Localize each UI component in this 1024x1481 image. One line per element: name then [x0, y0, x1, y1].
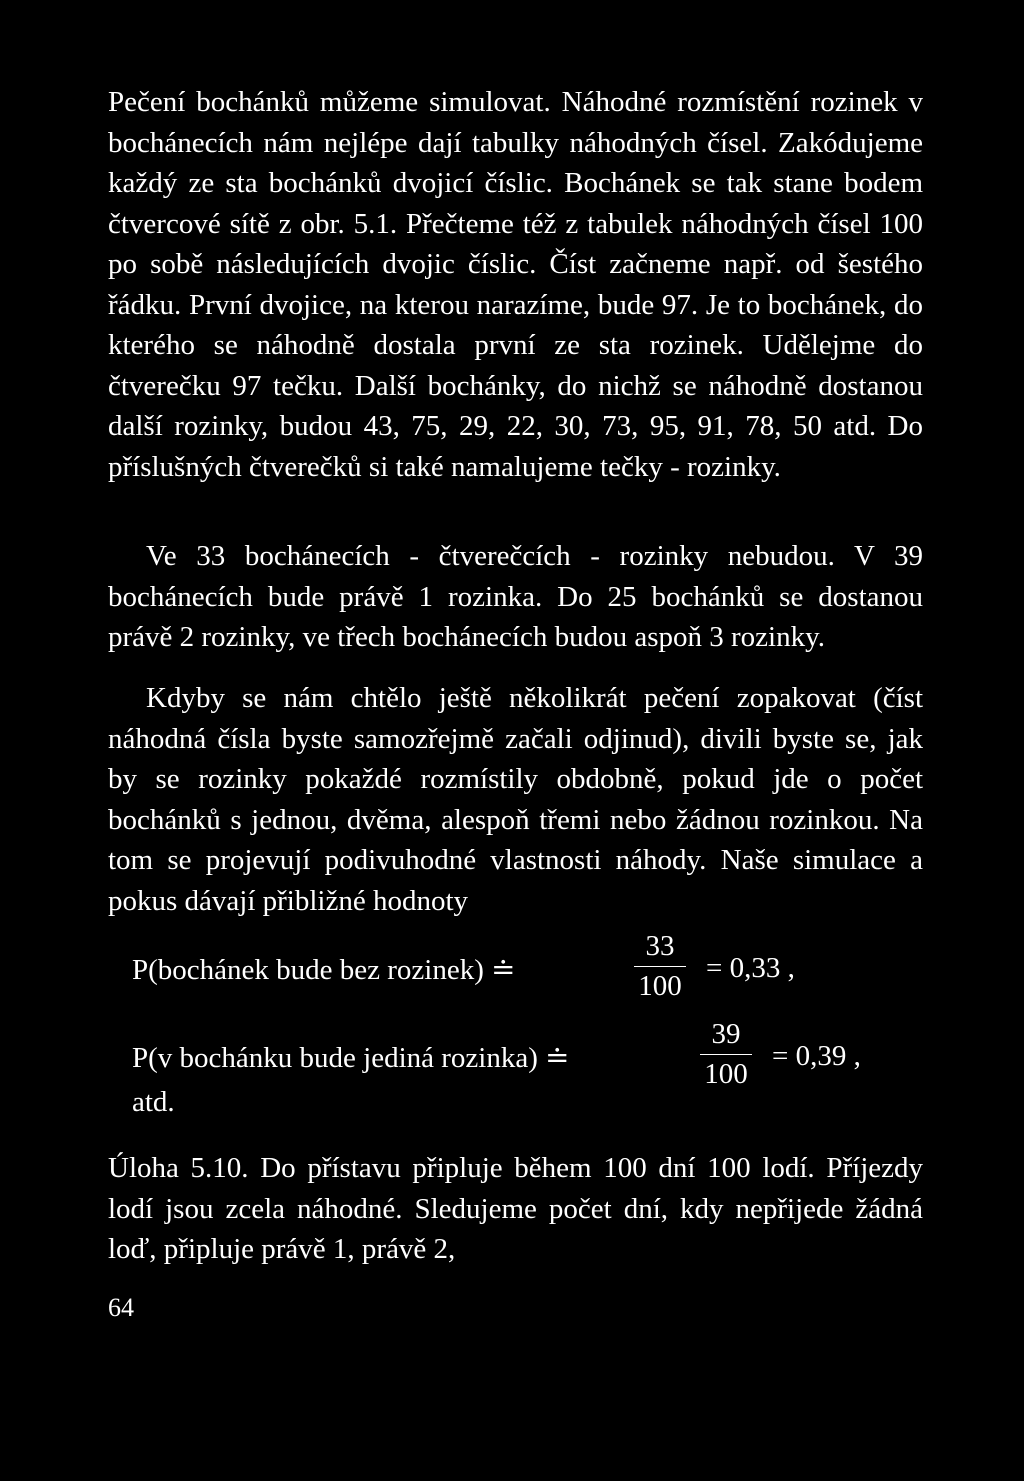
formula-label: P(v bochánku bude jediná rozinka) ≐ [132, 1042, 570, 1074]
fraction-bar [634, 966, 686, 967]
fraction-numerator: 33 [645, 930, 675, 962]
paragraph-repetition: Kdyby se nám chtělo ještě několikrát pečení zopakovat (číst náhodná čísla byste samozřejmě začali odjinud), divili byste se, jak by se rozinky pokaždé rozmístily obdobně, pokud jde o počet bochánků s jednou, dvěma, alespoň třemi nebo žádnou rozinkou. Na tom se projevují podivuhodné vlastnosti náhody. Naše simulace a pokus dávají přibližné hodnoty [108, 682, 923, 917]
page-number: 64 [108, 1293, 134, 1322]
etc-text: atd. [132, 1086, 175, 1118]
formula-no-raisins [132, 930, 832, 1004]
formula-one-raisin [132, 1018, 902, 1092]
fraction-denominator: 100 [704, 1058, 748, 1090]
paragraph-simulation: Pečení bochánků můžeme simulovat. Náhodné rozmístění rozinek v bochánecích nám nejlépe dají tabulky náhodných čísel. Zakódujeme každý ze sta bochánků dvojicí číslic. Bochánek se tak stane bodem čtvercové sítě z obr. 5.1. Přečteme též z tabulek náhodných čísel 100 po sobě následujících dvojic číslic. Číst začneme např. od šestého řádku. První dvojice, na kterou narazíme, bude 97. Je to bochánek, do kterého se náhodně dostala první ze sta rozinek. Udělejme do čtverečku 97 tečku. Další bochánky, do nichž se náhodně dostanou další rozinky, budou 43, 75, 29, 22, 30, 73, 95, 91, 78, 50 atd. Do příslušných čtverečků si také namalujeme tečky - rozinky. [108, 86, 923, 483]
formula-label: P(bochánek bude bez rozinek) ≐ [132, 954, 516, 986]
formula-result: = 0,39 , [772, 1040, 861, 1072]
formula-result: = 0,33 , [706, 952, 795, 984]
fraction-denominator: 100 [638, 970, 682, 1002]
paragraph-results: Ve 33 bochánecích - čtverečcích - rozinky nebudou. V 39 bochánecích bude právě 1 rozinka. Do 25 bochánků se dostanou právě 2 rozinky, ve třech bochánecích budou aspoň 3 rozinky. [108, 540, 923, 653]
exercise-5-10: Úloha 5.10. Do přístavu připluje během 100 dní 100 lodí. Příjezdy lodí jsou zcela náhodné. Sledujeme počet dní, kdy nepřijede žádná loď, připluje právě 1, právě 2, [108, 1152, 923, 1265]
fraction-bar [700, 1054, 752, 1055]
fraction-numerator: 39 [711, 1018, 741, 1050]
